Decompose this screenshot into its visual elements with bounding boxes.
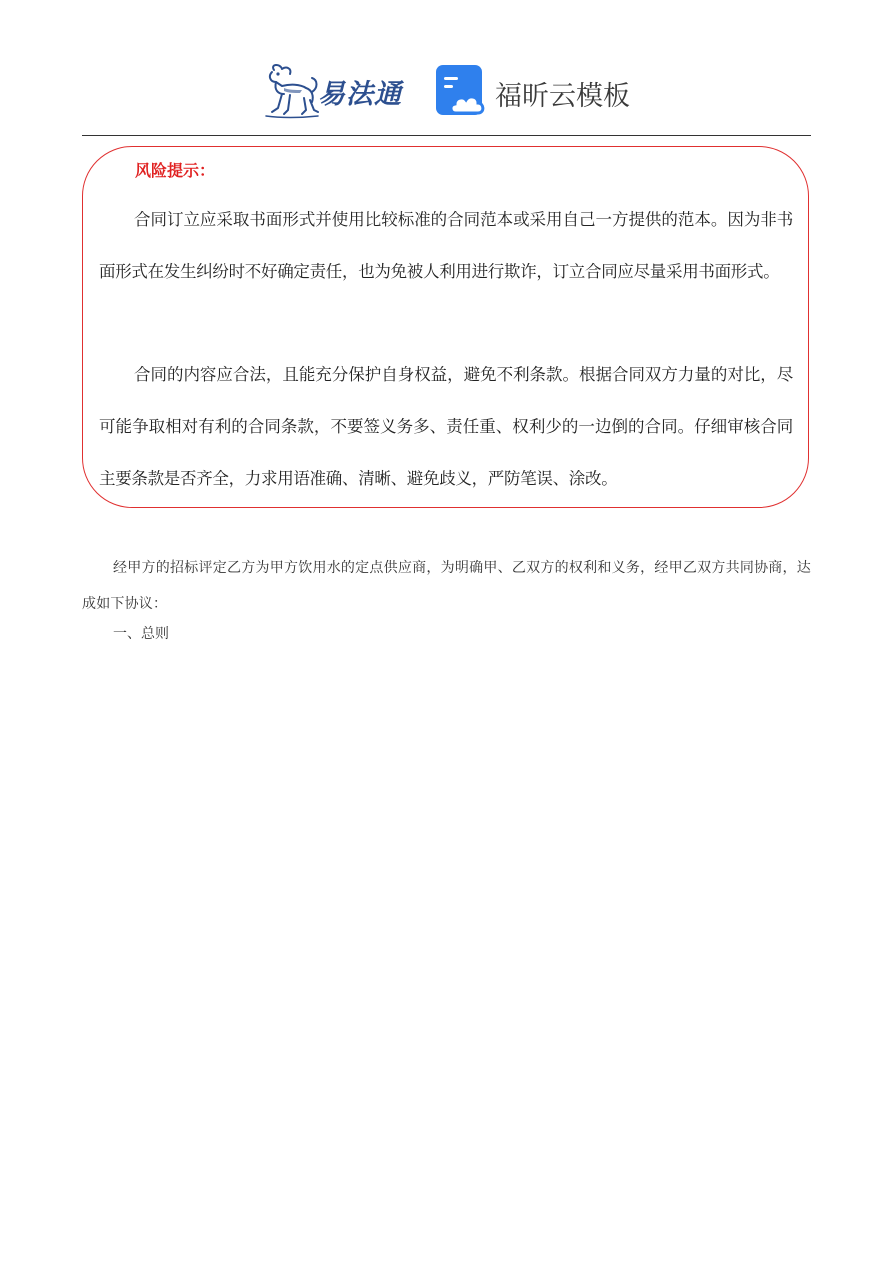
risk-notice-box (82, 146, 809, 508)
risk-notice-title: 风险提示： (135, 161, 216, 180)
cloud-document-icon (436, 65, 488, 117)
header-divider (82, 135, 811, 136)
yifatong-logo (260, 62, 420, 120)
page-header (0, 58, 893, 124)
foxit-template-logo (436, 65, 636, 117)
section-heading-general: 一、总则 (113, 626, 169, 642)
qilin-beast-icon (260, 62, 320, 120)
foxit-template-logo-text: 福昕云模板 (495, 81, 630, 112)
yifatong-logo-text: 易法通 (318, 79, 402, 110)
risk-notice-paragraph-2: 合同的内容应合法，且能充分保护自身权益，避免不利条款。根据合同双方力量的对比，尽可能争取相对有利的合同条款，不要签义务多、责任重、权利少的一边倒的合同。仔细审核合同主要条款是否齐全，力求用语准确、清晰、避免歧义，严防笔误、涂改。 (99, 365, 793, 488)
agreement-intro: 经甲方的招标评定乙方为甲方饮用水的定点供应商，为明确甲、乙双方的权利和义务，经甲乙双方共同协商，达成如下协议： (82, 560, 811, 612)
risk-notice-paragraph-1: 合同订立应采取书面形式并使用比较标准的合同范本或采用自己一方提供的范本。因为非书面形式在发生纠纷时不好确定责任，也为免被人利用进行欺诈，订立合同应尽量采用书面形式。 (99, 210, 793, 281)
